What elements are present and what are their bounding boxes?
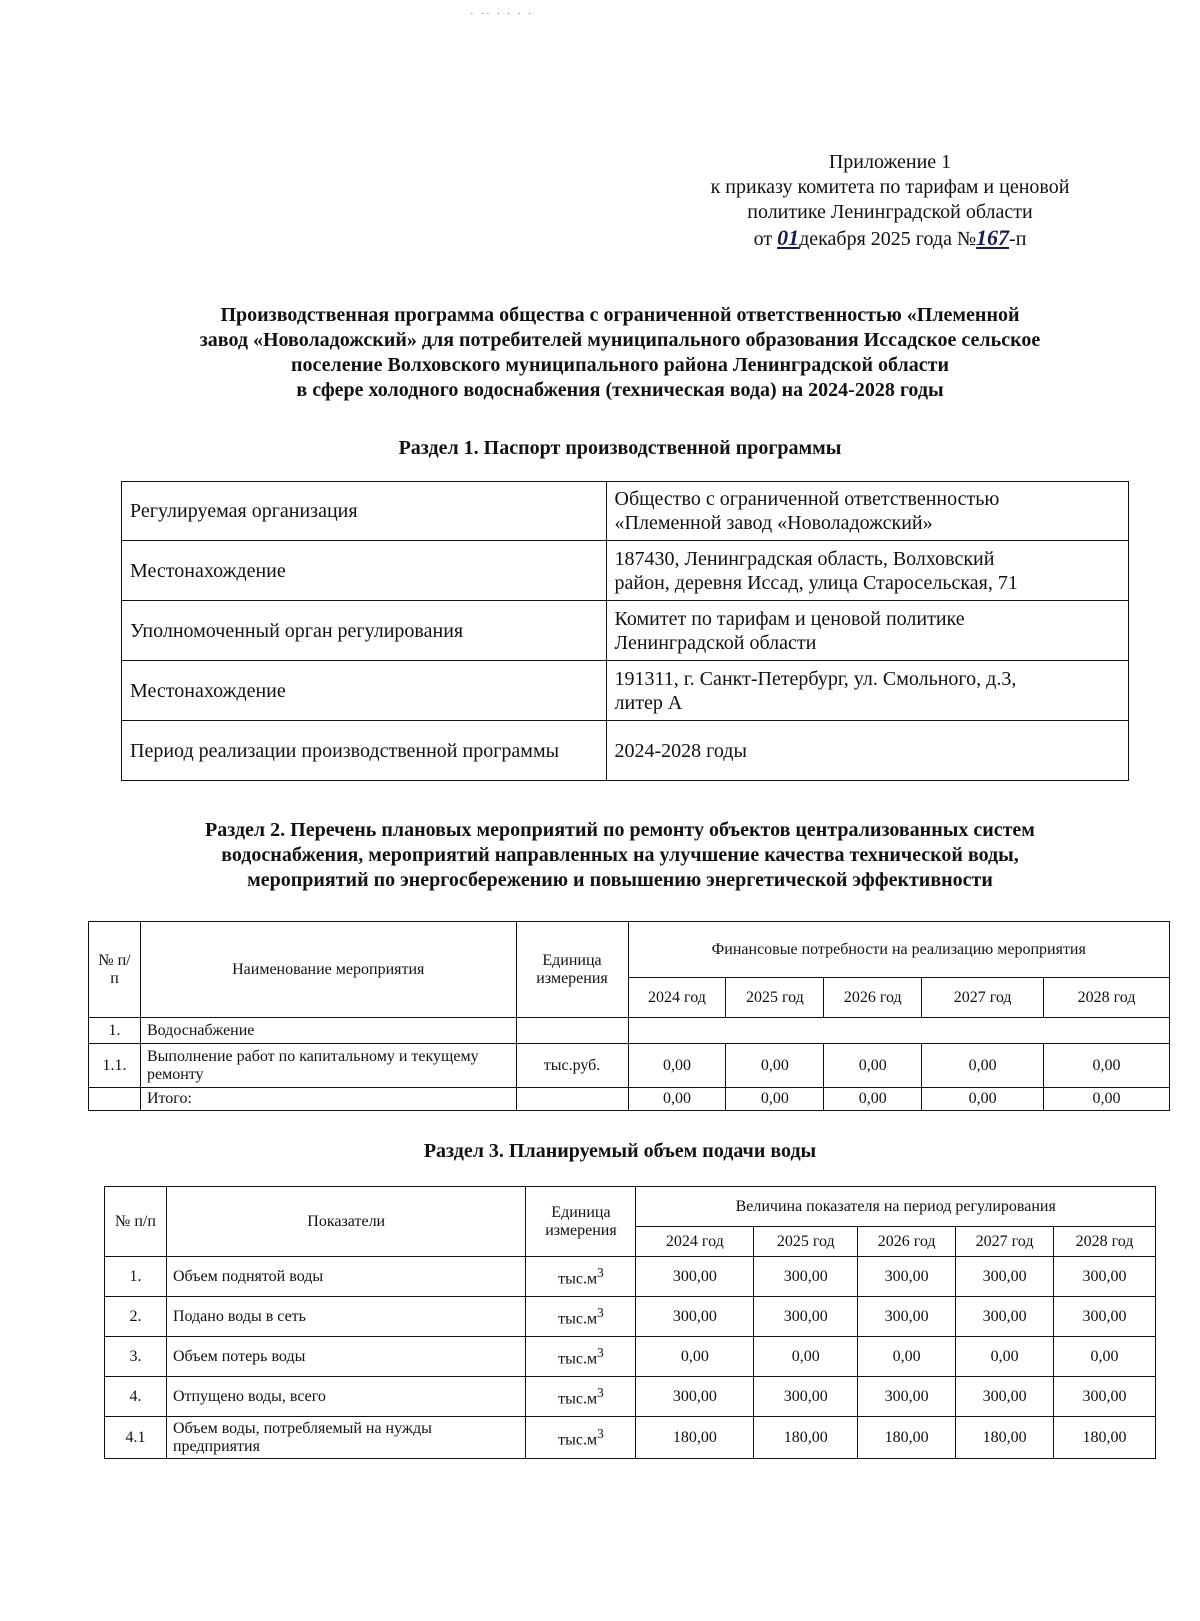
row-name: Объем поднятой воды: [166, 1257, 526, 1297]
header-year: 2027 год: [922, 978, 1044, 1018]
row-name: Водоснабжение: [140, 1018, 516, 1044]
table-row: [105, 1337, 1156, 1377]
header-year: 2028 год: [1044, 978, 1170, 1018]
passport-value: Общество с ограниченной ответственностью «Племенной завод «Новоладожский»: [606, 482, 1128, 541]
header-year: 2025 год: [754, 1227, 858, 1257]
header-unit: Единица измерения: [516, 922, 628, 1018]
row-value: 0,00: [754, 1337, 858, 1377]
row-no: [89, 1088, 141, 1111]
passport-value: 2024-2028 годы: [606, 721, 1128, 781]
row-value: 180,00: [956, 1417, 1054, 1459]
scan-artifact: · ·· · · · ·: [470, 8, 534, 20]
row-value: 0,00: [922, 1088, 1044, 1111]
row-value: 300,00: [858, 1257, 956, 1297]
row-value: 0,00: [636, 1337, 754, 1377]
header-year: 2024 год: [636, 1227, 754, 1257]
water-volume-table: [104, 1186, 1156, 1459]
section2-title-line-2: водоснабжения, мероприятий направленных на улучшение качества технической воды,: [221, 844, 1019, 866]
row-name: Объем потерь воды: [166, 1337, 526, 1377]
row-no: 3.: [105, 1337, 167, 1377]
header-indicators: Показатели: [166, 1187, 526, 1257]
passport-row: [122, 721, 1129, 781]
row-value: 300,00: [636, 1377, 754, 1417]
row-value: 300,00: [956, 1377, 1054, 1417]
title-line-3: поселение Волховского муниципального района Ленинградской области: [291, 354, 949, 376]
row-unit: $тыс.м^3$: [526, 1417, 636, 1459]
header-year: 2028 год: [1054, 1227, 1156, 1257]
header-year: 2026 год: [824, 978, 922, 1018]
row-value: 300,00: [858, 1297, 956, 1337]
passport-row: [122, 601, 1129, 661]
table-row: [89, 1018, 1170, 1044]
row-value: 300,00: [858, 1377, 956, 1417]
row-no: 1.: [89, 1018, 141, 1044]
row-name: Объем воды, потребляемый на нужды предприятия: [166, 1417, 526, 1459]
row-no: 4.: [105, 1377, 167, 1417]
table-row: [105, 1257, 1156, 1297]
row-value: 180,00: [636, 1417, 754, 1459]
handwritten-order-number: 167: [976, 225, 1010, 250]
header-year: 2024 год: [628, 978, 726, 1018]
row-value: 300,00: [754, 1297, 858, 1337]
passport-value: Комитет по тарифам и ценовой политике Ленинградской области: [606, 601, 1128, 661]
date-mid: декабря 2025 года №: [799, 228, 977, 250]
row-value: 0,00: [824, 1088, 922, 1111]
row-value: 0,00: [1054, 1337, 1156, 1377]
annex-block: [660, 150, 1120, 252]
row-no: 1.1.: [89, 1044, 141, 1088]
date-prefix: от: [753, 228, 773, 250]
row-name: Отпущено воды, всего: [166, 1377, 526, 1417]
row-value: 0,00: [858, 1337, 956, 1377]
header-indicator-value: Величина показателя на период регулирования: [636, 1187, 1156, 1227]
row-no: 2.: [105, 1297, 167, 1337]
row-name: Выполнение работ по капитальному и текущему ремонту: [140, 1044, 516, 1088]
annex-line-3: политике Ленинградской области: [747, 201, 1033, 223]
header-name: Наименование мероприятия: [140, 922, 516, 1018]
passport-value: 191311, г. Санкт-Петербург, ул. Смольного, д.3, литер А: [606, 661, 1128, 721]
row-value: 300,00: [1054, 1257, 1156, 1297]
passport-label: Местонахождение: [122, 541, 607, 601]
row-unit: $тыс.м^3$: [526, 1297, 636, 1337]
row-value: 0,00: [922, 1044, 1044, 1088]
table-row: [105, 1377, 1156, 1417]
passport-table: [121, 481, 1129, 781]
row-value: 180,00: [754, 1417, 858, 1459]
passport-label: Период реализации производственной программы: [122, 721, 607, 781]
row-empty-values: [628, 1018, 1170, 1044]
title-line-1: Производственная программа общества с ограниченной ответственностью «Племенной: [220, 304, 1020, 326]
row-no: 4.1: [105, 1417, 167, 1459]
header-financial-needs: Финансовые потребности на реализацию мероприятия: [628, 922, 1170, 978]
passport-row: [122, 661, 1129, 721]
header-no: № п/п: [105, 1187, 167, 1257]
row-value: 0,00: [628, 1044, 726, 1088]
row-value: 300,00: [636, 1257, 754, 1297]
document-title: [120, 303, 1120, 403]
title-line-4: в сфере холодного водоснабжения (техническая вода) на 2024-2028 годы: [296, 379, 944, 401]
section2-title: [100, 818, 1140, 893]
header-year: 2027 год: [956, 1227, 1054, 1257]
row-value: 180,00: [858, 1417, 956, 1459]
table-row-total: [89, 1088, 1170, 1111]
annex-line-2: к приказу комитета по тарифам и ценовой: [710, 176, 1070, 198]
row-name: Итого:: [140, 1088, 516, 1111]
row-value: 0,00: [1044, 1044, 1170, 1088]
measures-table: [88, 921, 1170, 1111]
section2-title-line-3: мероприятий по энергосбережению и повышению энергетической эффективности: [247, 869, 993, 891]
section1-title: Раздел 1. Паспорт производственной программы: [398, 437, 842, 459]
passport-row: [122, 541, 1129, 601]
row-value: 0,00: [1044, 1088, 1170, 1111]
row-unit: [516, 1088, 628, 1111]
row-unit: [516, 1018, 628, 1044]
annex-date-line: [660, 225, 1120, 252]
row-value: 0,00: [726, 1044, 824, 1088]
row-unit: $тыс.м^3$: [526, 1257, 636, 1297]
header-no: № п/п: [89, 922, 141, 1018]
passport-label: Местонахождение: [122, 661, 607, 721]
row-unit: тыс.руб.: [516, 1044, 628, 1088]
passport-label: Уполномоченный орган регулирования: [122, 601, 607, 661]
row-name: Подано воды в сеть: [166, 1297, 526, 1337]
row-no: 1.: [105, 1257, 167, 1297]
header-unit: Единица измерения: [526, 1187, 636, 1257]
row-value: 0,00: [824, 1044, 922, 1088]
table-row: [105, 1417, 1156, 1459]
passport-label: Регулируемая организация: [122, 482, 607, 541]
row-value: 300,00: [1054, 1377, 1156, 1417]
title-line-2: завод «Новоладожский» для потребителей муниципального образования Иссадское сельское: [199, 329, 1041, 351]
row-unit: $тыс.м^3$: [526, 1337, 636, 1377]
row-value: 300,00: [754, 1377, 858, 1417]
row-value: 0,00: [628, 1088, 726, 1111]
passport-value: 187430, Ленинградская область, Волховский район, деревня Иссад, улица Старосельская, 71: [606, 541, 1128, 601]
row-value: 300,00: [636, 1297, 754, 1337]
passport-row: [122, 482, 1129, 541]
table-row: [105, 1297, 1156, 1337]
row-value: 300,00: [1054, 1297, 1156, 1337]
row-value: 0,00: [956, 1337, 1054, 1377]
annex-line-1: Приложение 1: [828, 151, 952, 173]
row-value: 180,00: [1054, 1417, 1156, 1459]
header-year: 2025 год: [726, 978, 824, 1018]
row-unit: $тыс.м^3$: [526, 1377, 636, 1417]
handwritten-day: 01: [777, 225, 800, 250]
table-row: [89, 1044, 1170, 1088]
row-value: 300,00: [956, 1257, 1054, 1297]
section3-title: Раздел 3. Планируемый объем подачи воды: [423, 1140, 817, 1162]
order-suffix: -п: [1009, 228, 1027, 250]
row-value: 300,00: [754, 1257, 858, 1297]
section2-title-line-1: Раздел 2. Перечень плановых мероприятий по ремонту объектов централизованных систем: [205, 819, 1035, 841]
row-value: 300,00: [956, 1297, 1054, 1337]
row-value: 0,00: [726, 1088, 824, 1111]
header-year: 2026 год: [858, 1227, 956, 1257]
